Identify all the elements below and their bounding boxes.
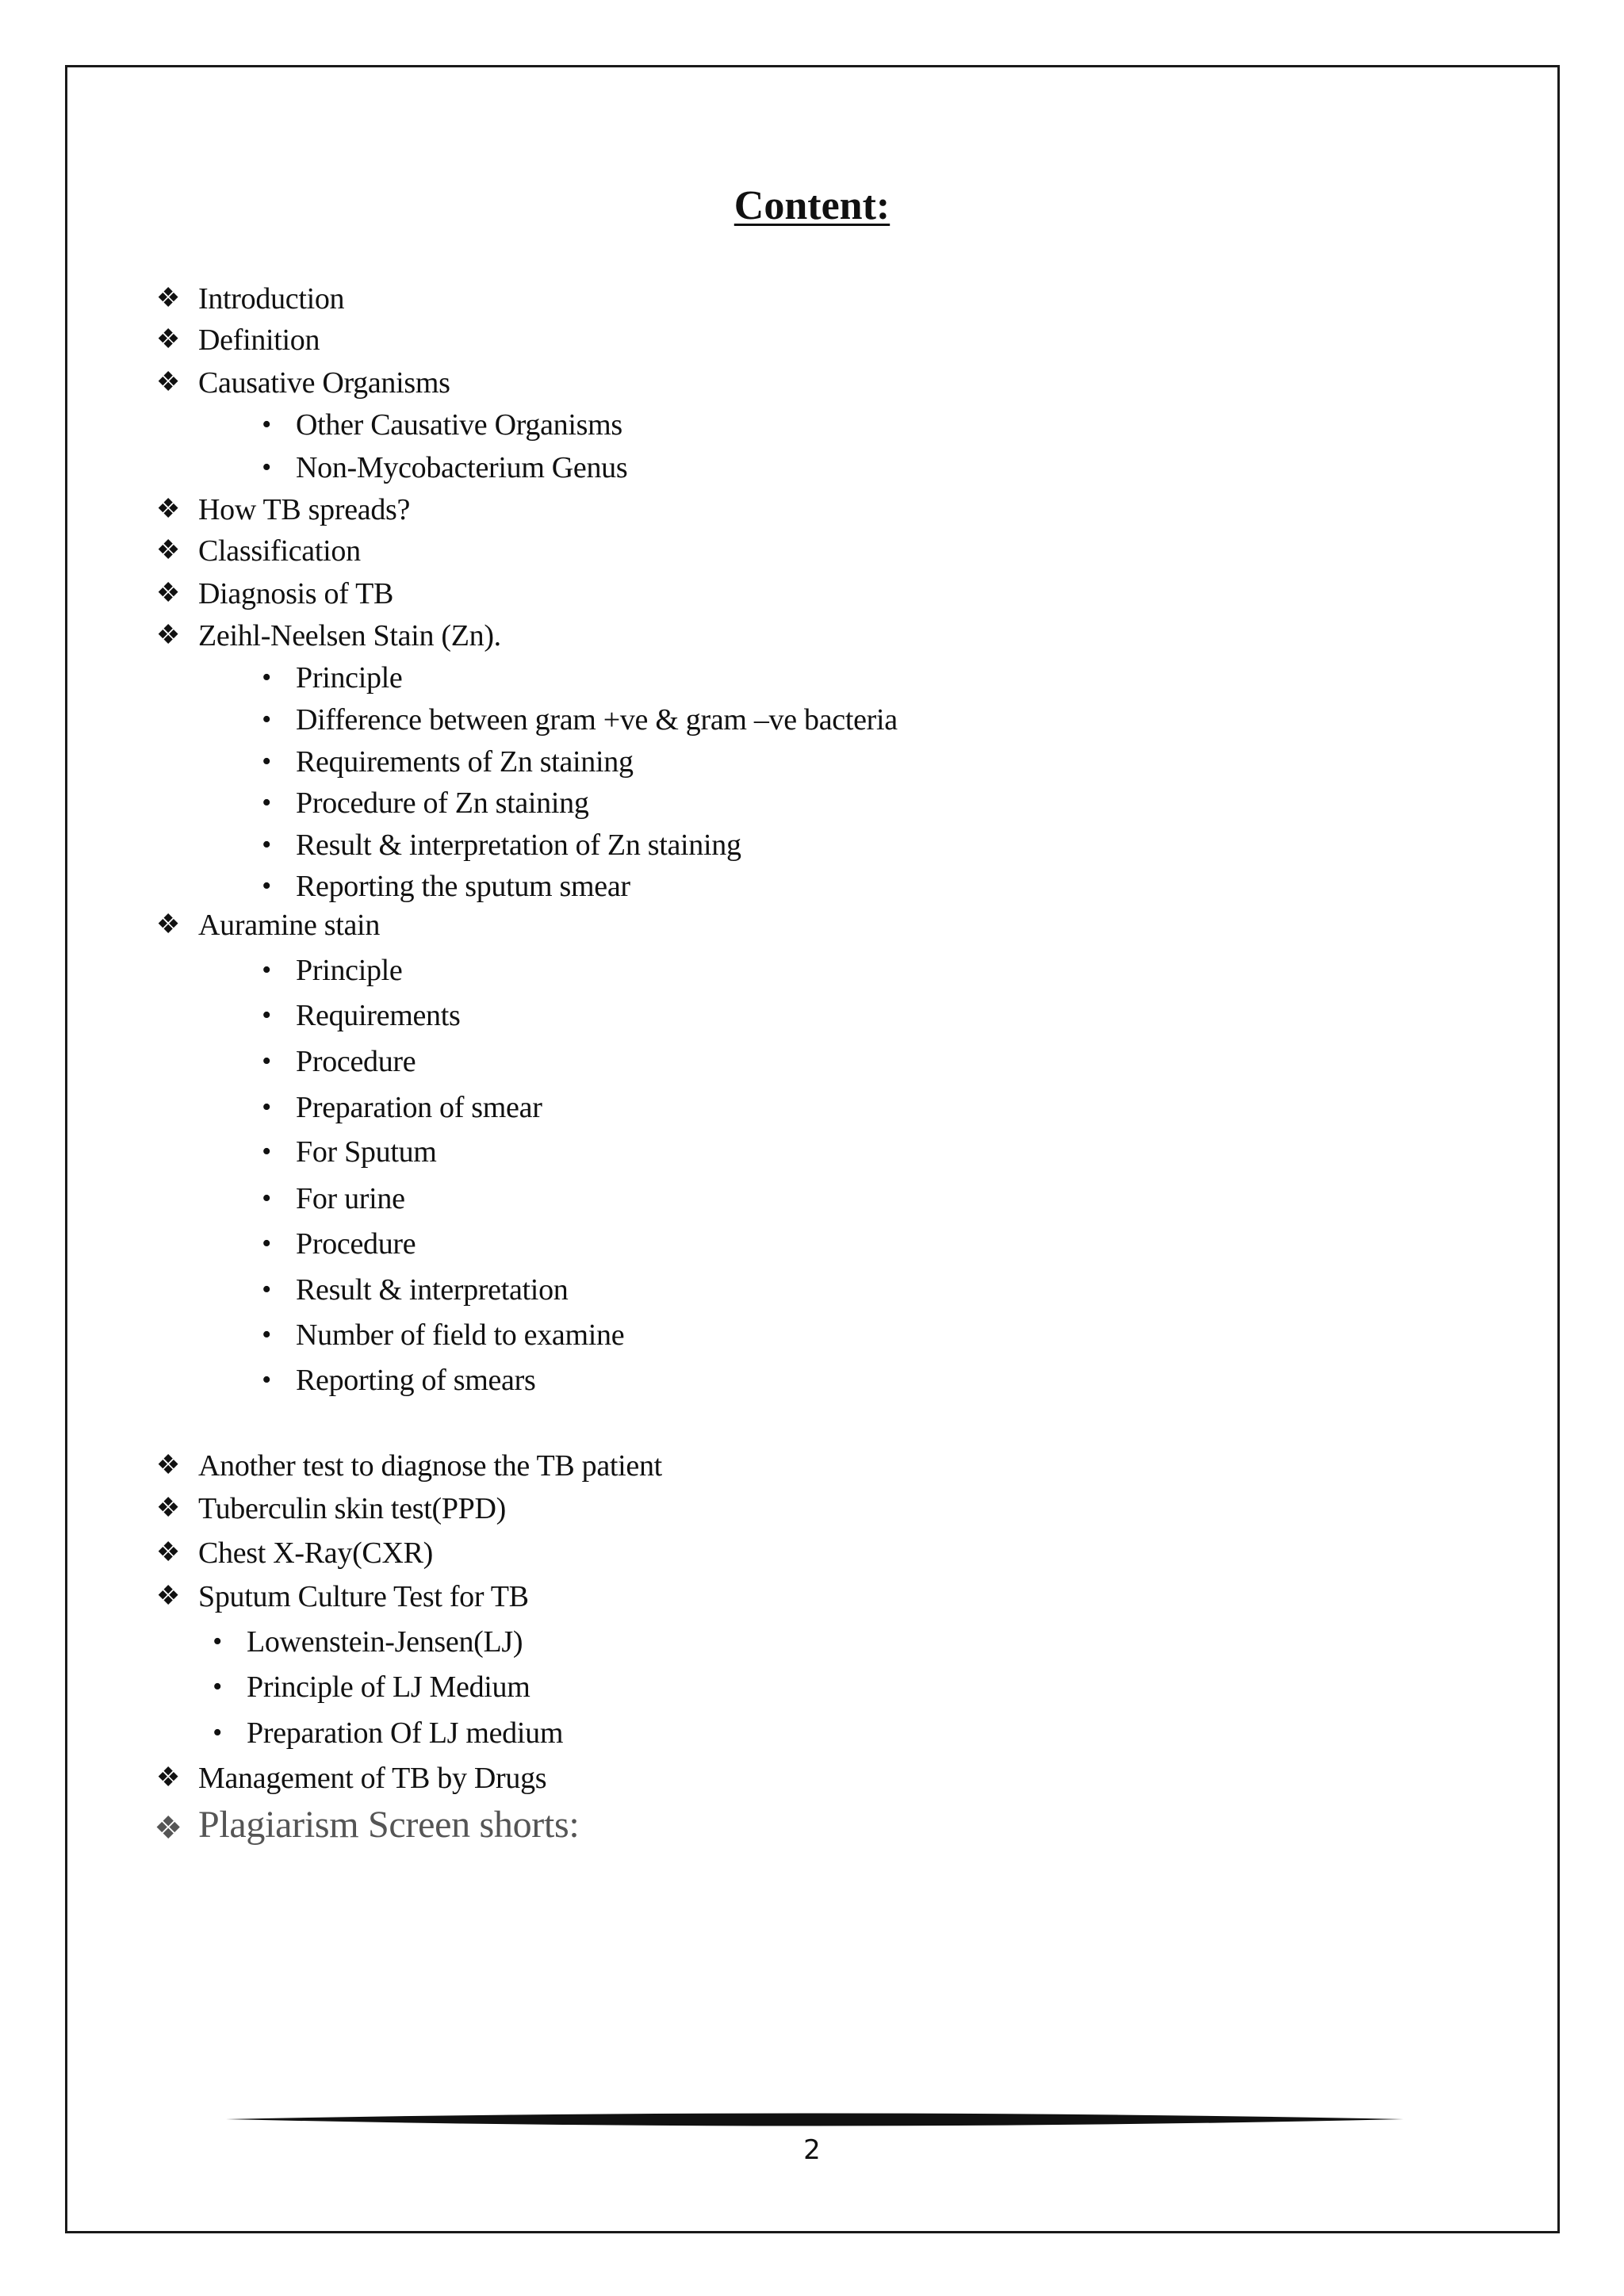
toc-item — [155, 279, 345, 319]
round-bullet-icon: • — [213, 1627, 222, 1656]
toc-item-label: Definition — [198, 323, 320, 357]
toc-item — [262, 1360, 536, 1400]
page-number: 2 — [803, 2134, 821, 2166]
toc-item — [155, 531, 361, 571]
toc-item — [262, 783, 589, 823]
toc-item — [155, 1446, 662, 1486]
toc-item — [213, 1713, 564, 1753]
four-diamond-icon: ❖ — [155, 536, 181, 565]
toc-item-label: Lowenstein-Jensen(LJ) — [247, 1625, 523, 1659]
toc-item — [262, 1132, 437, 1172]
toc-item-label: Number of field to examine — [296, 1318, 625, 1352]
toc-item-label: Another test to diagnose the TB patient — [198, 1449, 662, 1483]
toc-item-label: Diagnosis of TB — [198, 577, 394, 610]
toc-item-label: Procedure — [296, 1227, 416, 1261]
toc-item-label: Management of TB by Drugs — [198, 1762, 547, 1795]
four-diamond-icon: ❖ — [155, 1538, 181, 1567]
toc-item-label: Principle of LJ Medium — [247, 1670, 530, 1704]
toc-item-label: Introduction — [198, 282, 345, 316]
toc-item-label: Tuberculin skin test(PPD) — [198, 1492, 507, 1525]
toc-item-label: Result & interpretation — [296, 1273, 569, 1307]
toc-item — [155, 1533, 434, 1573]
toc-item — [154, 1801, 580, 1849]
toc-item-label: Reporting of smears — [296, 1364, 536, 1397]
toc-item-label: Sputum Culture Test for TB — [198, 1580, 529, 1613]
toc-item-label: Zeihl-Neelsen Stain (Zn). — [198, 619, 501, 652]
toc-item — [262, 867, 630, 906]
round-bullet-icon: • — [262, 830, 271, 859]
toc-item — [262, 742, 634, 782]
toc-item-label: Procedure of Zn staining — [296, 786, 589, 820]
toc-item-label: Requirements — [296, 999, 461, 1032]
four-diamond-icon: ❖ — [155, 495, 181, 524]
toc-item-label: Difference between gram +ve & gram –ve bacteria — [296, 703, 898, 737]
round-bullet-icon: • — [262, 1275, 271, 1304]
toc-item — [155, 574, 394, 614]
round-bullet-icon: • — [262, 410, 271, 439]
toc-item-label: Causative Organisms — [198, 366, 450, 400]
toc-item-label: Preparation of smear — [296, 1091, 542, 1124]
toc-item — [262, 1315, 625, 1355]
four-diamond-icon: ❖ — [155, 1763, 181, 1793]
four-diamond-icon: ❖ — [155, 284, 181, 313]
footer-divider — [226, 2109, 1404, 2130]
toc-item-label: Principle — [296, 954, 403, 987]
toc-item-label: How TB spreads? — [198, 493, 411, 526]
round-bullet-icon: • — [262, 955, 271, 985]
round-bullet-icon: • — [262, 1184, 271, 1213]
toc-item — [213, 1667, 530, 1707]
page-title: Content: — [733, 183, 891, 228]
toc-item — [155, 1758, 547, 1798]
round-bullet-icon: • — [262, 1137, 271, 1166]
round-bullet-icon: • — [262, 788, 271, 817]
toc-item — [262, 448, 628, 488]
four-diamond-icon: ❖ — [155, 579, 181, 608]
toc-item — [155, 490, 411, 530]
toc-item-label: Auramine stain — [198, 909, 381, 942]
round-bullet-icon: • — [262, 1365, 271, 1395]
toc-item-label: Requirements of Zn staining — [296, 745, 634, 779]
round-bullet-icon: • — [262, 1093, 271, 1122]
round-bullet-icon: • — [262, 663, 271, 692]
toc-item — [262, 1270, 569, 1310]
toc-item-label: Other Causative Organisms — [296, 408, 622, 442]
round-bullet-icon: • — [262, 1001, 271, 1030]
toc-item — [155, 1489, 507, 1529]
toc-item-label: For urine — [296, 1182, 405, 1215]
round-bullet-icon: • — [262, 705, 271, 734]
toc-item-label: Chest X-Ray(CXR) — [198, 1536, 434, 1570]
four-diamond-icon: ❖ — [155, 368, 181, 397]
toc-item-label: For Sputum — [296, 1135, 437, 1169]
round-bullet-icon: • — [262, 1320, 271, 1349]
round-bullet-icon: • — [262, 453, 271, 482]
four-diamond-icon: ❖ — [154, 1810, 182, 1846]
four-diamond-icon: ❖ — [155, 910, 181, 939]
round-bullet-icon: • — [262, 1047, 271, 1076]
four-diamond-icon: ❖ — [155, 1494, 181, 1523]
toc-item — [262, 1224, 416, 1264]
round-bullet-icon: • — [213, 1718, 222, 1747]
four-diamond-icon: ❖ — [155, 621, 181, 650]
round-bullet-icon: • — [262, 747, 271, 776]
toc-item — [262, 1042, 416, 1081]
toc-item — [155, 363, 450, 403]
toc-item — [262, 825, 741, 865]
toc-item — [262, 700, 898, 740]
toc-item — [262, 658, 403, 698]
toc-item — [262, 996, 461, 1035]
toc-item-label: Plagiarism Screen shorts: — [198, 1804, 580, 1846]
toc-item-label: Classification — [198, 534, 361, 568]
four-diamond-icon: ❖ — [155, 1451, 181, 1480]
toc-item-label: Result & interpretation of Zn staining — [296, 828, 741, 862]
toc-item-label: Reporting the sputum smear — [296, 870, 630, 903]
toc-item-label: Procedure — [296, 1045, 416, 1078]
toc-item — [155, 905, 381, 945]
toc-item-label: Principle — [296, 661, 403, 695]
toc-item — [262, 951, 403, 990]
round-bullet-icon: • — [262, 871, 271, 901]
toc-item — [155, 616, 501, 656]
toc-item-label: Non-Mycobacterium Genus — [296, 451, 628, 484]
toc-item — [262, 405, 622, 445]
toc-item-label: Preparation Of LJ medium — [247, 1716, 564, 1750]
toc-item — [155, 320, 320, 360]
toc-item — [262, 1179, 405, 1219]
toc-item — [213, 1622, 523, 1662]
toc-item — [262, 1088, 542, 1127]
four-diamond-icon: ❖ — [155, 1582, 181, 1611]
four-diamond-icon: ❖ — [155, 325, 181, 354]
round-bullet-icon: • — [213, 1672, 222, 1701]
toc-item — [155, 1577, 529, 1617]
round-bullet-icon: • — [262, 1229, 271, 1258]
